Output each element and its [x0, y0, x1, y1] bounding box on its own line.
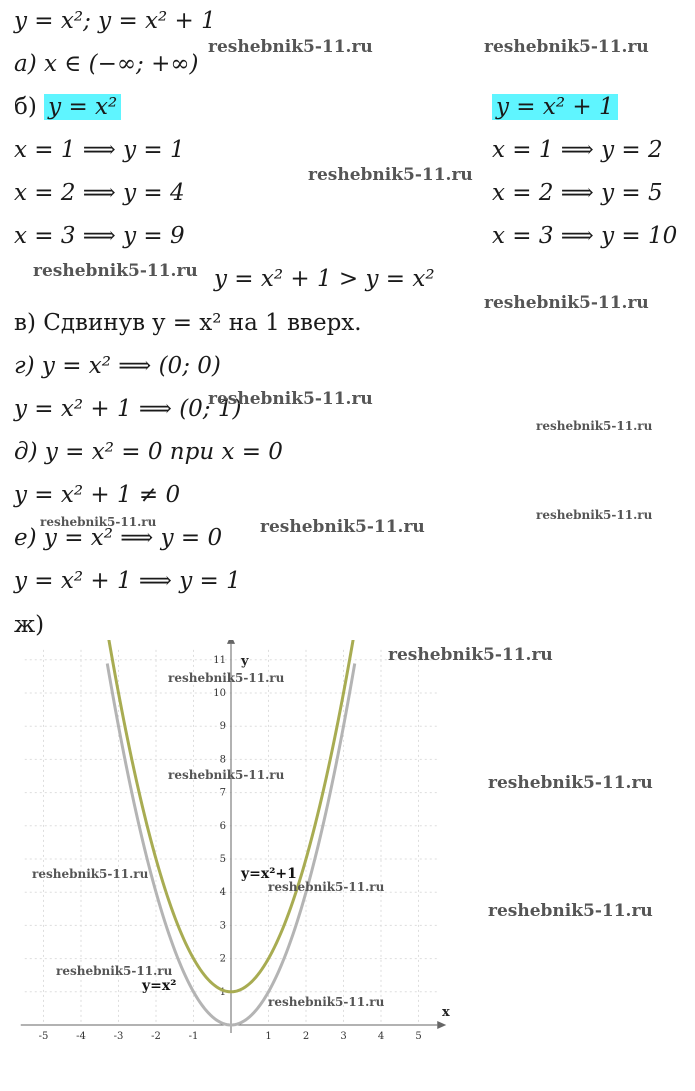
- y-axis-arrow: [227, 640, 235, 644]
- highlight-y-x2-plus1: [492, 92, 618, 122]
- parabola-graph: [0, 640, 470, 1060]
- y-tick-label: 7: [219, 787, 226, 799]
- y-tick-label: 1: [219, 986, 226, 998]
- y-tick-label: 2: [219, 953, 226, 965]
- x-tick-label: 3: [340, 1031, 347, 1042]
- label-y-x2: y=x²: [142, 978, 177, 994]
- x-tick-label: -4: [76, 1031, 86, 1042]
- watermark: reshebnik5-11.ru: [33, 261, 198, 281]
- watermark: reshebnik5-11.ru: [32, 867, 149, 881]
- watermark: reshebnik5-11.ru: [536, 508, 653, 522]
- watermark: reshebnik5-11.ru: [308, 165, 473, 185]
- x-tick-label: -1: [188, 1031, 199, 1042]
- watermark: reshebnik5-11.ru: [536, 419, 653, 433]
- header-functions: y = x²; y = x² + 1: [14, 8, 216, 34]
- row-x3-right: x = 3 ⟹ y = 10: [492, 223, 678, 249]
- watermark: reshebnik5-11.ru: [268, 880, 385, 894]
- x-tick-label: -2: [151, 1031, 161, 1042]
- watermark: reshebnik5-11.ru: [268, 995, 385, 1009]
- part-g-1: г) y = x² ⟹ (0; 0): [14, 353, 221, 379]
- y-tick-label: 8: [219, 754, 226, 766]
- x-tick-label: 4: [377, 1031, 385, 1042]
- watermark: reshebnik5-11.ru: [168, 671, 285, 685]
- part-b-prefix: б): [14, 94, 45, 120]
- y-tick-label: 5: [219, 854, 226, 865]
- x-tick-label: -5: [38, 1031, 49, 1042]
- watermark: reshebnik5-11.ru: [260, 517, 425, 537]
- highlight-y-x2-plus1-text: y = x² + 1: [492, 94, 618, 120]
- row-x2-left: x = 2 ⟹ y = 4: [14, 180, 185, 206]
- part-b: [14, 92, 121, 122]
- part-a: а) x ∈ (−∞; +∞): [14, 51, 199, 77]
- watermark: reshebnik5-11.ru: [56, 964, 173, 978]
- x-tick-label: 5: [415, 1031, 422, 1042]
- x-tick-label: -3: [113, 1031, 124, 1042]
- row-x3-left: x = 3 ⟹ y = 9: [14, 223, 185, 249]
- y-axis-label: y: [241, 654, 249, 669]
- graph-ticks: [39, 655, 422, 1042]
- watermark: reshebnik5-11.ru: [484, 37, 649, 57]
- watermark: reshebnik5-11.ru: [488, 901, 653, 921]
- watermark: reshebnik5-11.ru: [388, 645, 553, 665]
- part-d-1: д) y = x² = 0 при x = 0: [14, 439, 283, 465]
- watermark: reshebnik5-11.ru: [208, 389, 373, 409]
- watermark: reshebnik5-11.ru: [168, 768, 285, 782]
- part-d-2: y = x² + 1 ≠ 0: [14, 482, 181, 508]
- row-x2-right: x = 2 ⟹ y = 5: [492, 180, 663, 206]
- part-e-1: е) y = x² ⟹ y = 0: [14, 525, 223, 551]
- y-tick-label: 10: [213, 688, 226, 699]
- row-x1-right: x = 1 ⟹ y = 2: [492, 137, 663, 163]
- comparison: y = x² + 1 > y = x²: [214, 266, 435, 292]
- y-tick-label: 4: [219, 887, 226, 899]
- x-tick-label: 1: [265, 1031, 272, 1042]
- part-zh: ж): [14, 612, 45, 638]
- watermark: reshebnik5-11.ru: [208, 37, 373, 57]
- watermark: reshebnik5-11.ru: [484, 293, 649, 313]
- y-tick-label: 11: [213, 654, 226, 666]
- row-x1-left: x = 1 ⟹ y = 1: [14, 137, 185, 163]
- y-tick-label: 6: [219, 820, 226, 832]
- part-g-2: y = x² + 1 ⟹ (0; 1): [14, 396, 242, 422]
- x-axis-arrow: [437, 1021, 446, 1029]
- part-e-2: y = x² + 1 ⟹ y = 1: [14, 568, 241, 594]
- watermark: reshebnik5-11.ru: [488, 773, 653, 793]
- part-v: в) Сдвинув y = x² на 1 вверх.: [14, 310, 362, 336]
- label-y-x2-plus1: y=x²+1: [241, 866, 297, 882]
- x-tick-label: 2: [302, 1031, 310, 1042]
- y-tick-label: 3: [219, 920, 226, 932]
- y-tick-label: 9: [219, 721, 226, 733]
- x-axis-label: x: [442, 1005, 450, 1020]
- watermark: reshebnik5-11.ru: [40, 515, 157, 529]
- highlight-y-x2: y = x²: [44, 94, 121, 120]
